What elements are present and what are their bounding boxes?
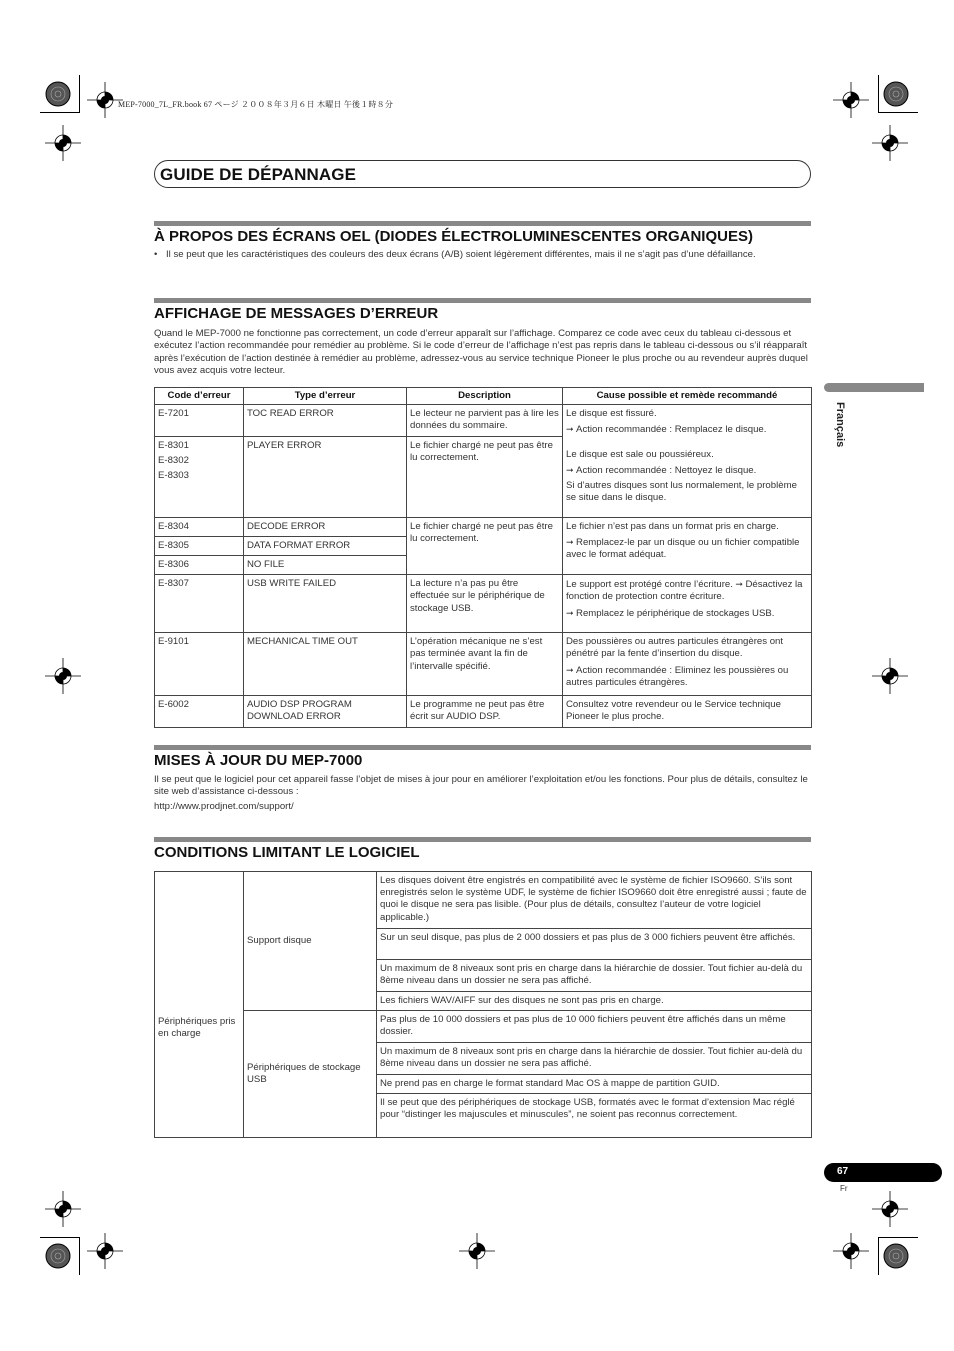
table-row (155, 1011, 812, 1042)
error-description: L’opération mécanique ne s’est pas terminée avant la fin de l’intervalle spécifié. (407, 633, 563, 696)
registration-mark-icon (45, 1191, 81, 1227)
cause-action (566, 607, 808, 620)
error-code (155, 436, 244, 517)
column-header: Description (407, 388, 563, 405)
error-type-line: AUDIO DSP PROGRAM (247, 699, 352, 711)
error-code: E-9101 (155, 633, 244, 696)
error-code-line: E-8301 (158, 439, 189, 451)
cause-text: Action recommandée : Remplacez le disque. (576, 424, 767, 436)
color-target-icon (882, 80, 910, 108)
error-cause (563, 405, 812, 517)
bullet-icon: • (154, 249, 158, 260)
errors-intro: Quand le MEP-7000 ne fonctionne pas correctement, un code d’erreur apparaît sur l’affichage. Comparez ce code avec ceux du tableau ci-dessous et exécutez l’action recommandée pour remédier au problème. Si le code d’erreur de l’affichage n’est pas repris dans le tableau ci-dessous ou s’il réapparaît après l’exécution de l’action destinée à remédier au problème, adressez-vous au service technique Pioneer le plus proche ou au revendeur auprès duquel vous avez acquis votre lecteur. (154, 328, 808, 377)
registration-mark-icon (87, 1233, 123, 1269)
page-number-tab (824, 1163, 942, 1182)
cause-text: Action recommandée : Eliminez les poussières ou autres particules étrangères. (566, 664, 789, 688)
page-title-box (154, 160, 811, 188)
column-header: Code d’erreur (155, 388, 244, 405)
arrow-right-icon: ➞ (566, 536, 577, 547)
color-target-icon (882, 1242, 910, 1270)
cause-action (566, 664, 808, 689)
table-row (155, 633, 812, 696)
error-description: La lecture n’a pas pu être effectuée sur le périphérique de stockage USB. (407, 575, 563, 633)
registration-mark-icon (872, 658, 908, 694)
error-type: PLAYER ERROR (244, 436, 407, 517)
language-label: Français (834, 402, 846, 448)
language-tab (824, 400, 854, 470)
table-row (155, 575, 812, 633)
cause-text: Le support est protégé contre l’écriture. (566, 579, 733, 591)
arrow-right-icon: ➞ (566, 664, 577, 675)
crop-line (878, 112, 918, 113)
arrow-right-icon: ➞ (732, 579, 746, 590)
cause-text: Désactivez la fonction de protection contre écriture. (566, 579, 803, 603)
cause-action (566, 423, 808, 436)
updates-url[interactable]: http://www.prodjnet.com/support/ (154, 801, 294, 812)
condition-text: Ne prend pas en charge le format standard Mac OS à mappe de partition GUID. (377, 1074, 812, 1093)
error-code: E-8304 (155, 517, 244, 536)
bullet-item (154, 249, 811, 261)
error-code-line: E-8303 (158, 470, 189, 482)
error-type: MECHANICAL TIME OUT (244, 633, 407, 696)
registration-mark-icon (833, 1233, 869, 1269)
arrow-right-icon: ➞ (566, 607, 577, 618)
error-description: Le lecteur ne parvient pas à lire les données du sommaire. (407, 405, 563, 436)
error-type: DATA FORMAT ERROR (244, 536, 407, 555)
section-title-conditions: CONDITIONS LIMITANT LE LOGICIEL (154, 844, 420, 861)
error-cause (563, 575, 812, 633)
cause-action (566, 464, 808, 477)
error-code-line: E-8302 (158, 454, 189, 466)
error-description: Le fichier chargé ne peut pas être lu correctement. (407, 436, 563, 517)
error-type: NO FILE (244, 556, 407, 575)
registration-mark-icon (45, 658, 81, 694)
column-header: Type d’erreur (244, 388, 407, 405)
crop-line (878, 1237, 918, 1238)
cause-text: Des poussières ou autres particules étrangères ont pénétré par la fente d’insertion du disque. (566, 636, 784, 660)
arrow-right-icon: ➞ (566, 424, 577, 435)
error-code: E-8307 (155, 575, 244, 633)
condition-text: Sur un seul disque, pas plus de 2 000 dossiers et pas plus de 3 000 fichiers peuvent être affichés. (377, 929, 812, 960)
disc-label: Support disque (244, 872, 377, 1011)
error-code: E-6002 (155, 696, 244, 728)
condition-text: Pas plus de 10 000 dossiers et pas plus de 10 000 fichiers peuvent être affichés dans un même dossier. (377, 1011, 812, 1042)
crop-line (878, 1237, 879, 1275)
file-header: MEP-7000_7L_FR.book 67 ページ ２００８年３月６日 木曜日 午後１時８分 (118, 100, 394, 109)
error-code: E-7201 (155, 405, 244, 436)
color-target-icon (44, 1242, 72, 1270)
registration-mark-icon (872, 125, 908, 161)
registration-mark-icon (459, 1233, 495, 1269)
section-title-errors: AFFICHAGE DE MESSAGES D’ERREUR (154, 305, 439, 322)
bullet-text: Il se peut que les caractéristiques des couleurs des deux écrans (A/B) soient légèrement différentes, mais il ne s’agit pas d’une défaillance. (166, 249, 756, 260)
table-row (155, 405, 812, 436)
section-title-oel: À PROPOS DES ÉCRANS OEL (DIODES ÉLECTROLUMINESCENTES ORGANIQUES) (154, 228, 753, 245)
error-table (154, 387, 812, 728)
error-code: E-8305 (155, 536, 244, 555)
error-type (244, 696, 407, 728)
cause-text: Remplacez-le par un disque ou un fichier compatible avec le format adéquat. (566, 536, 800, 561)
table-row (155, 517, 812, 536)
cause-action (566, 536, 808, 561)
condition-text: Un maximum de 8 niveaux sont pris en charge dans la hiérarchie de dossier. Tout fichier au-delà du 8ème niveau dans un dossier ne sera pas affiché. (377, 960, 812, 992)
table-header-row (155, 388, 812, 405)
section-divider (154, 745, 811, 750)
page-language-code: Fr (840, 1184, 848, 1193)
crop-line (79, 1237, 80, 1275)
language-tab-bar (824, 383, 924, 392)
cause-text (566, 578, 808, 603)
cause-spacer (566, 440, 808, 446)
usb-label: Périphériques de stockage USB (244, 1011, 377, 1138)
crop-line (79, 75, 80, 113)
condition-text: Les disques doivent être engistrés en compatibilité avec le système de fichier ISO9660. S’ils sont enregistrés selon le système UDF, le système de fichier ISO9660 doit être enregistré aussi ; faute de quoi le disque ne sera pas lisible. (Pour plus de détails, consultez l’auteur de votre logiciel applicable.) (377, 872, 812, 929)
condition-text: Il se peut que des périphériques de stockage USB, formatés avec le format d’extension Mac réglé pour “distinger les majuscules et minuscules”, ne soient pas reconnus correctement. (377, 1093, 812, 1137)
section-divider (154, 837, 811, 842)
cause-text: Remplacez le périphérique de stockages USB. (576, 607, 775, 619)
error-description: Le programme ne peut pas être écrit sur AUDIO DSP. (407, 696, 563, 728)
error-cause: Consultez votre revendeur ou le Service technique Pioneer le plus proche. (563, 696, 812, 728)
cause-text: Action recommandée : Nettoyez le disque. (576, 464, 757, 476)
conditions-table (154, 871, 812, 1138)
table-row (155, 696, 812, 728)
page-number: 67 (837, 1166, 849, 1177)
section-title-updates: MISES À JOUR DU MEP-7000 (154, 752, 363, 769)
group-label: Périphériques pris en charge (155, 872, 244, 1138)
error-cause (563, 633, 812, 696)
error-cause (563, 517, 812, 575)
error-type: TOC READ ERROR (244, 405, 407, 436)
section-divider (154, 298, 811, 303)
column-header: Cause possible et remède recommandé (563, 388, 812, 405)
cause-text: Si d’autres disques sont lus normalement, le problème se situe dans le disque. (566, 480, 797, 504)
crop-line (40, 112, 80, 113)
error-description: Le fichier chargé ne peut pas être lu correctement. (407, 517, 563, 575)
error-type: USB WRITE FAILED (244, 575, 407, 633)
arrow-right-icon: ➞ (566, 464, 577, 475)
page-title: GUIDE DE DÉPANNAGE (160, 165, 357, 184)
condition-text: Un maximum de 8 niveaux sont pris en charge dans la hiérarchie de dossier. Tout fichier au-delà du 8ème niveau dans un dossier ne sera pas affiché. (377, 1042, 812, 1074)
registration-mark-icon (45, 125, 81, 161)
crop-line (878, 75, 879, 113)
color-target-icon (44, 80, 72, 108)
registration-mark-icon (833, 82, 869, 118)
cause-text: Le fichier n’est pas dans un format pris en charge. (566, 520, 779, 532)
crop-line (40, 1237, 80, 1238)
condition-text: Les fichiers WAV/AIFF sur des disques ne sont pas pris en charge. (377, 992, 812, 1011)
cause-text: Le disque est sale ou poussiéreux. (566, 448, 714, 460)
section-divider (154, 221, 811, 226)
updates-text: Il se peut que le logiciel pour cet appareil fasse l’objet de mises à jour pour en améliorer l’exploitation et/ou les fonctions. Pour plus de détails, consultez le site web d’assistance ci-dessous : (154, 774, 808, 798)
error-type: DECODE ERROR (244, 517, 407, 536)
error-code: E-8306 (155, 556, 244, 575)
error-type-line: DOWNLOAD ERROR (247, 711, 341, 723)
table-row (155, 872, 812, 929)
registration-mark-icon (872, 1191, 908, 1227)
cause-text: Le disque est fissuré. (566, 408, 657, 420)
